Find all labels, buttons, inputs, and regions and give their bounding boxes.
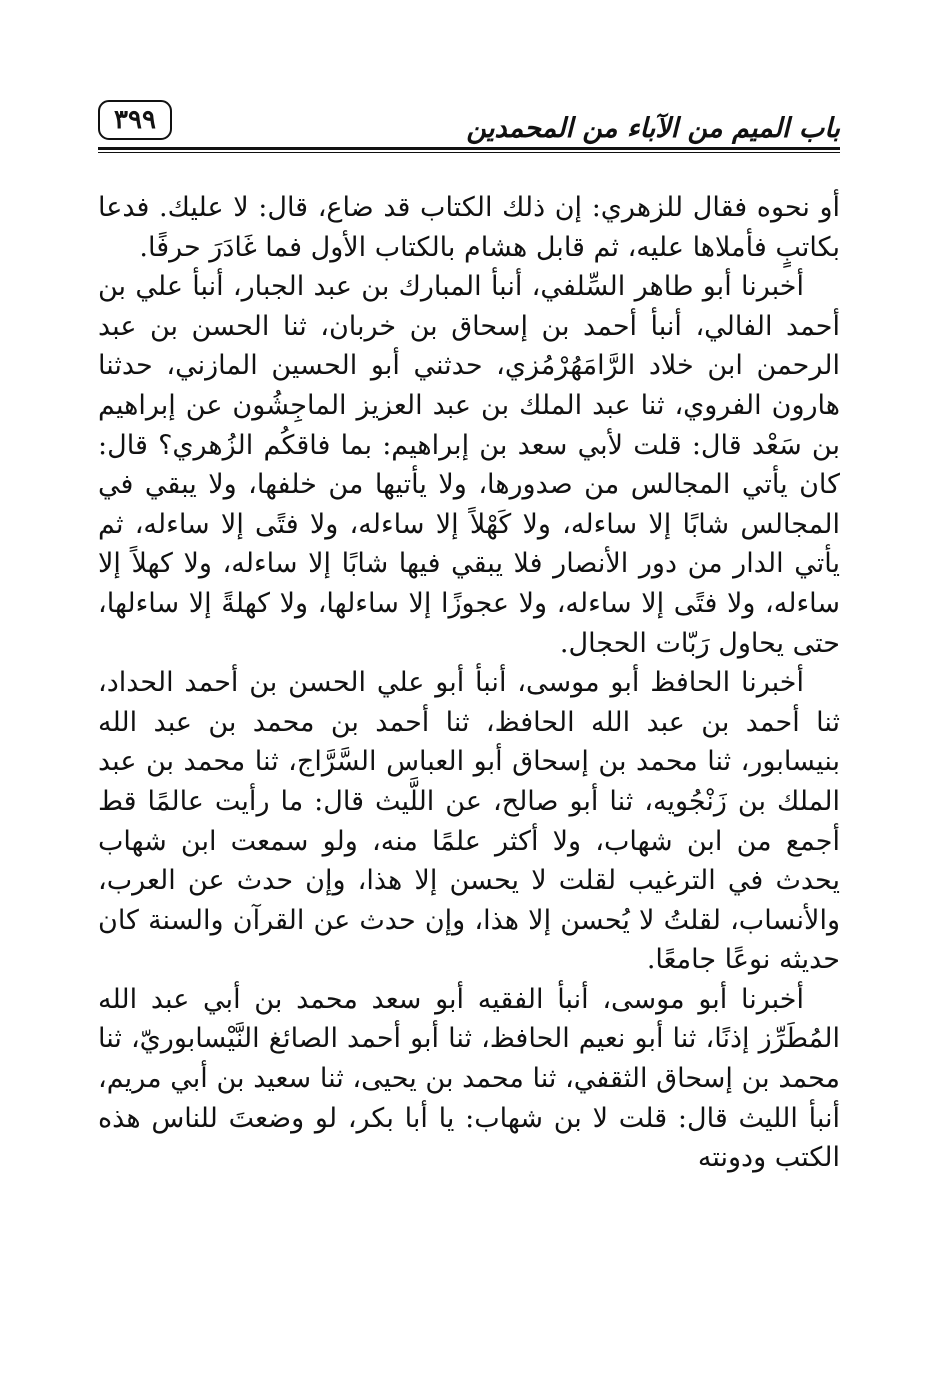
- header-rule-thin: [98, 152, 840, 153]
- page-header: [98, 98, 840, 156]
- header-rule-thick: [98, 147, 840, 150]
- paragraph: أخبرنا الحافظ أبو موسى، أنبأ أبو علي الحسن بن أحمد الحداد، ثنا أحمد بن عبد الله الحافظ، ثنا أحمد بن محمد بن عبد الله بنيسابور، ثنا محمد بن إسحاق أبو العباس السَّرَّاج، ثنا محمد بن عبد الملك بن زَنْجُويه، ثنا أبو صالح، عن اللَّيث قال: ما رأيت عالمًا قط أجمع من ابن شهاب، ولا أكثر علمًا منه، ولو سمعت ابن شهاب يحدث في الترغيب لقلت لا يحسن إلا هذا، وإن حدث عن العرب، والأنساب، لقلتُ لا يُحسن إلا هذا، وإن حدث عن القرآن والسنة كان حديثه نوعًا جامعًا.: [98, 667, 840, 976]
- paragraph: أخبرنا أبو طاهر السِّلفي، أنبأ المبارك بن عبد الجبار، أنبأ علي بن أحمد الفالي، أنبأ أحمد بن إسحاق بن خربان، ثنا الحسن بن عبد الرحمن ابن خلاد الرَّامَهُرْمُزي، حدثني أبو الحسين المازني، حدثنا هارون الفروي، ثنا عبد الملك بن عبد العزيز الماجِشُون عن إبراهيم بن سَعْد قال: قلت لأبي سعد بن إبراهيم: بما فاقكُم الزُهري؟ قال: كان يأتي المجالس من صدورها، ولا يأتيها من خلفها، ولا يبقي في المجالس شابًا إلا ساءله، ولا كَهْلاً إلا ساءله، ولا فتًى إلا ساءله، ثم يأتي الدار من دور الأنصار فلا يبقي فيها شابًا إلا ساءله، ولا كهلاً إلا ساءله، ولا فتًى إلا ساءله، ولا عجوزًا إلا ساءلها، ولا كهلةً إلا ساءلها، حتى يحاول رَبّات الحجال.: [98, 271, 840, 659]
- paragraph: أو نحوه فقال للزهري: إن ذلك الكتاب قد ضاع، قال: لا عليك. فدعا بكاتبٍ فأملاها عليه، ثم قابل هشام بالكتاب الأول فما غَادَرَ حرفًا.: [98, 192, 840, 263]
- paragraph: أخبرنا أبو موسى، أنبأ الفقيه أبو سعد محمد بن أبي عبد الله المُطَرِّز إذنًا، ثنا أبو نعيم الحافظ، ثنا أبو أحمد الصائغ النَّيْسابوريّ، ثنا محمد بن إسحاق الثقفي، ثنا محمد بن يحيى، ثنا سعيد بن أبي مريم، أنبأ الليث قال: قلت لا بن شهاب: يا أبا بكر، لو وضعتَ للناس هذه الكتب ودونته: [98, 983, 840, 1174]
- page-number: ٣٩٩: [98, 100, 172, 140]
- running-title: باب الميم من الآباء من المحمدين: [466, 113, 840, 144]
- body-text: [98, 188, 840, 1178]
